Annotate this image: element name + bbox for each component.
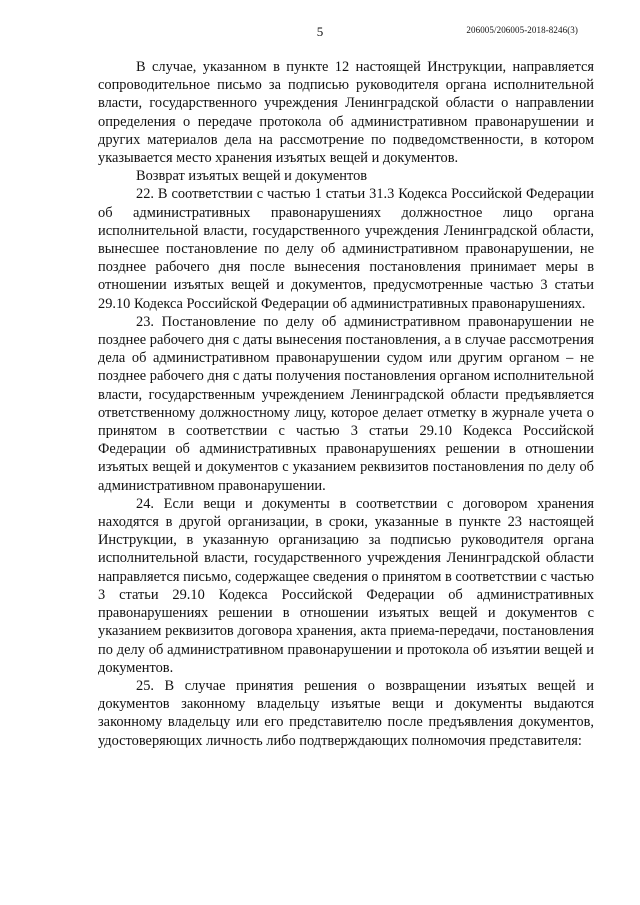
page-number: 5 (316, 24, 324, 39)
document-id: 206005/206005-2018-8246(3) (466, 25, 578, 35)
paragraph-24: 24. Если вещи и документы в соответствии с договором хранения находятся в другой организации, в сроки, указанные в пункте 23 настоящей Инструкции, в указанную организацию за подписью руководителя органа исполнительной власти, государственного учреждения Ленинградской области направляется письмо, содержащее сведения о принятом в соответствии с частью 3 статьи 29.10 Кодекса Российской Федерации об административных правонарушениях решении в отношении изъятых вещей и документов с указанием реквизитов договора хранения, акта приема-передачи, постановления по делу об административном правонарушении и протокола об изъятии вещей и документов. (98, 495, 594, 676)
paragraph-25: 25. В случае принятия решения о возвращении изъятых вещей и документов законному владельцу изъятые вещи и документы выдаются законному владельцу или его представителю после предъявления документов, удостоверяющих личность либо подтверждающих полномочия представителя: (98, 677, 594, 749)
intro-paragraph: В случае, указанном в пункте 12 настоящей Инструкции, направляется сопроводительное письмо за подписью руководителя органа исполнительной власти, государственного учреждения Ленинградской области о направлении определения о передаче протокола об административном правонарушении и других материалов дела на рассмотрение по подведомственности, в котором указывается место хранения изъятых вещей и документов. (98, 59, 594, 167)
paragraph-22: 22. В соответствии с частью 1 статьи 31.3 Кодекса Российской Федерации об административных правонарушениях должностное лицо органа исполнительной власти, государственного учреждения Ленинградской области, вынесшее постановление по делу об административном правонарушении, не позднее рабочего дня после вынесения постановления принимает меры в отношении изъятых вещей и документов, предусмотренные частью 3 статьи 29.10 Кодекса Российской Федерации об административных правонарушениях. (98, 186, 594, 312)
section-heading: Возврат изъятых вещей и документов (136, 168, 368, 185)
paragraph-23: 23. Постановление по делу об административном правонарушении не позднее рабочего дня с даты вынесения постановления, а в случае рассмотрения дела об административном правонарушении судом или другим органом – не позднее рабочего дня с даты получения постановления органом исполнительной власти, государственным учреждением Ленинградской области предъявляется ответственному должностному лицу, которое делает отметку в журнале учета о принятом в соответствии с частью 3 статьи 29.10 Кодекса Российской Федерации об административных правонарушениях решении в отношении изъятых вещей и документов с указанием реквизитов постановления по делу об административном правонарушении. (98, 313, 594, 494)
document-body (98, 58, 594, 750)
